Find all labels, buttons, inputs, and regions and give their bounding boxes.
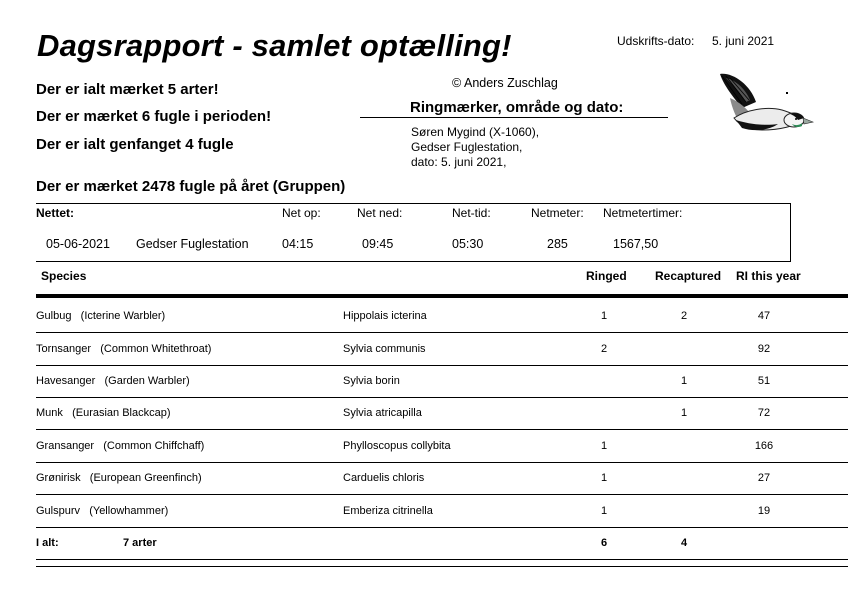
net-date: 05-06-2021 bbox=[46, 237, 110, 251]
year-count: 166 bbox=[754, 440, 774, 452]
netmetertimer-value: 1567,50 bbox=[613, 237, 659, 251]
year-count: 27 bbox=[757, 472, 771, 484]
species-name: Tornsanger (Common Whitethroat) bbox=[36, 343, 212, 355]
summary-birds-period: Der er mærket 6 fugle i perioden! bbox=[36, 108, 272, 125]
recaptured-count: 2 bbox=[680, 310, 688, 322]
table-header-rule bbox=[36, 294, 848, 298]
row-divider bbox=[36, 332, 848, 333]
print-date-value: 5. juni 2021 bbox=[712, 34, 775, 48]
table-row bbox=[0, 398, 868, 430]
year-count: 92 bbox=[757, 343, 771, 355]
table-bottom-rule bbox=[36, 559, 848, 560]
species-name: Havesanger (Garden Warbler) bbox=[36, 375, 190, 387]
net-top-rule bbox=[36, 203, 791, 204]
row-divider bbox=[36, 494, 848, 495]
total-species: 7 arter bbox=[123, 537, 157, 549]
ringer-area: Gedser Fuglestation, bbox=[411, 140, 523, 154]
nettet-label: Nettet: bbox=[36, 206, 74, 220]
ringed-count: 2 bbox=[600, 343, 608, 355]
species-name: Gulspurv (Yellowhammer) bbox=[36, 505, 169, 517]
table-total-row bbox=[0, 528, 868, 560]
net-op-value: 04:15 bbox=[282, 237, 314, 251]
ringed-count: 1 bbox=[600, 440, 608, 452]
year-count: 47 bbox=[757, 310, 771, 322]
netmeter-label: Netmeter: bbox=[531, 206, 584, 220]
header-ri-year: RI this year bbox=[736, 269, 801, 283]
recaptured-count: 1 bbox=[680, 407, 688, 419]
net-ned-label: Net ned: bbox=[357, 206, 403, 220]
eider-duck-logo-icon bbox=[712, 68, 816, 144]
net-right-rule bbox=[790, 203, 791, 262]
header-ringed: Ringed bbox=[586, 269, 627, 283]
table-row bbox=[0, 301, 868, 333]
total-ringed: 6 bbox=[600, 537, 608, 549]
year-total-text: Der er mærket 2478 fugle på året (Gruppen) bbox=[36, 178, 346, 195]
ringed-count: 1 bbox=[600, 505, 608, 517]
total-label: I alt: bbox=[36, 537, 59, 549]
ringed-count: 1 bbox=[600, 310, 608, 322]
net-tid-value: 05:30 bbox=[452, 237, 484, 251]
net-bottom-rule bbox=[36, 261, 791, 262]
print-date-label: Udskrifts-dato: bbox=[617, 34, 695, 48]
year-count: 72 bbox=[757, 407, 771, 419]
table-bottom-rule-2 bbox=[36, 566, 848, 567]
row-divider bbox=[36, 429, 848, 430]
table-row bbox=[0, 496, 868, 528]
summary-recaptured: Der er ialt genfanget 4 fugle bbox=[36, 136, 234, 153]
netmetertimer-label: Netmetertimer: bbox=[603, 206, 683, 220]
species-latin: Sylvia borin bbox=[343, 375, 400, 387]
netmeter-value: 285 bbox=[547, 237, 568, 251]
year-count: 51 bbox=[757, 375, 771, 387]
ringer-date: dato: 5. juni 2021, bbox=[411, 155, 507, 169]
table-row bbox=[0, 334, 868, 366]
species-latin: Sylvia atricapilla bbox=[343, 407, 422, 419]
species-name: Gulbug (Icterine Warbler) bbox=[36, 310, 166, 322]
species-name: Munk (Eurasian Blackcap) bbox=[36, 407, 171, 419]
net-op-label: Net op: bbox=[282, 206, 321, 220]
species-latin: Phylloscopus collybita bbox=[343, 440, 451, 452]
page-title: Dagsrapport - samlet optælling! bbox=[37, 28, 512, 63]
copyright-text: © Anders Zuschlag bbox=[452, 76, 558, 90]
table-row bbox=[0, 366, 868, 398]
header-species: Species bbox=[41, 269, 87, 283]
species-name: Gransanger (Common Chiffchaff) bbox=[36, 440, 205, 452]
net-place: Gedser Fuglestation bbox=[136, 237, 249, 251]
table-row bbox=[0, 463, 868, 495]
species-name: Grønirisk (European Greenfinch) bbox=[36, 472, 202, 484]
species-latin: Hippolais icterina bbox=[343, 310, 427, 322]
species-latin: Carduelis chloris bbox=[343, 472, 425, 484]
ringer-name: Søren Mygind (X-1060), bbox=[411, 125, 540, 139]
net-tid-label: Net-tid: bbox=[452, 206, 491, 220]
species-latin: Emberiza citrinella bbox=[343, 505, 433, 517]
table-row bbox=[0, 431, 868, 463]
total-recaptured: 4 bbox=[680, 537, 688, 549]
species-latin: Sylvia communis bbox=[343, 343, 426, 355]
ringer-heading: Ringmærker, område og dato: bbox=[410, 99, 624, 116]
ringer-underline bbox=[360, 117, 668, 118]
ringed-count: 1 bbox=[600, 472, 608, 484]
net-ned-value: 09:45 bbox=[362, 237, 394, 251]
summary-species-count: Der er ialt mærket 5 arter! bbox=[36, 81, 219, 98]
recaptured-count: 1 bbox=[680, 375, 688, 387]
year-count: 19 bbox=[757, 505, 771, 517]
header-recaptured: Recaptured bbox=[655, 269, 722, 283]
